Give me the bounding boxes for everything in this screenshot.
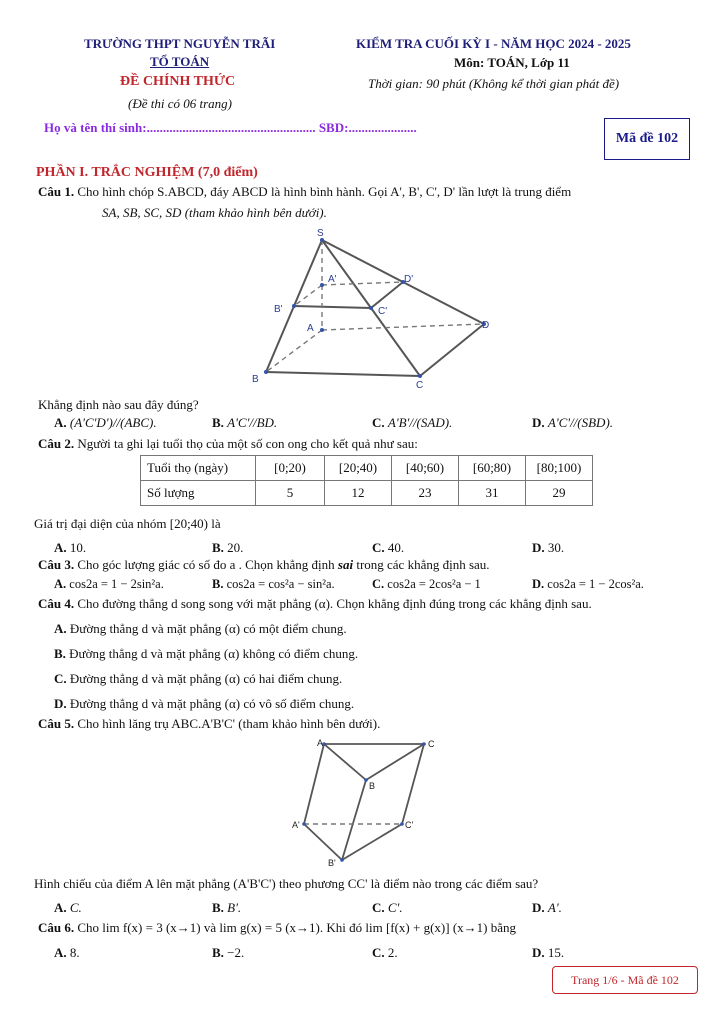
school-name: TRƯỜNG THPT NGUYỄN TRÃI <box>84 36 276 51</box>
q2-option-b[interactable] <box>212 540 243 556</box>
table-cell: [0;20) <box>256 456 325 481</box>
q1-option-d[interactable] <box>532 415 613 431</box>
option-label: B. <box>212 900 224 915</box>
option-label: A. <box>54 945 67 960</box>
question-text: Người ta ghi lại tuổi thọ của một số con ong cho kết quả như sau: <box>77 436 418 451</box>
q6-option-a[interactable] <box>54 945 80 961</box>
question-1 <box>38 184 571 200</box>
table-row <box>141 456 593 481</box>
question-emphasis: sai <box>337 557 354 572</box>
table-cell: [60;80) <box>459 456 526 481</box>
question-5-prompt: Hình chiếu của điểm A lên mặt phẳng (A'B'C') theo phương CC' là điểm nào trong các điểm sau? <box>34 876 539 891</box>
option-text: A'C'//(SBD). <box>547 415 614 430</box>
option-label: A. <box>54 621 67 636</box>
page-number: Trang 1/6 - Mã đề 102 <box>571 972 679 987</box>
question-1-prompt: Khẳng định nào sau đây đúng? <box>38 397 199 412</box>
option-label: D. <box>532 577 545 591</box>
label-b: B <box>369 781 376 791</box>
option-text: A'B'//(SAD). <box>387 415 453 430</box>
table-cell: [20;40) <box>325 456 392 481</box>
label-b1: B' <box>328 858 336 866</box>
option-text: cos2a = 2cos²a − 1 <box>387 577 481 591</box>
label-a: A <box>317 738 324 748</box>
option-label: A. <box>54 577 67 591</box>
option-label: D. <box>532 945 545 960</box>
table-cell: 12 <box>325 481 392 506</box>
exam-time: Thời gian: 90 phút (Không kể thời gian phát đề) <box>368 76 620 91</box>
option-label: B. <box>212 577 224 591</box>
option-text: 40. <box>387 540 405 555</box>
option-text: Đường thẳng d và mặt phẳng (α) không có điểm chung. <box>69 646 359 661</box>
option-label: B. <box>54 646 66 661</box>
option-text: A'. <box>547 900 562 915</box>
table-header-lifespan: Tuổi thọ (ngày) <box>141 456 256 481</box>
label-c: C <box>428 739 435 749</box>
official-label: ĐỀ CHÍNH THỨC <box>120 74 236 89</box>
exam-code: Mã đề 102 <box>615 131 679 146</box>
label-c: C <box>416 380 424 391</box>
q3-option-d[interactable] <box>532 577 644 592</box>
option-text: Đường thẳng d và mặt phẳng (α) có một điểm chung. <box>69 621 347 636</box>
table-cell: [80;100) <box>526 456 593 481</box>
option-text: 20. <box>227 540 244 555</box>
q1-option-a[interactable] <box>54 415 157 431</box>
exam-title: KIỂM TRA CUỐI KỲ I - NĂM HỌC 2024 - 2025 <box>356 36 631 51</box>
q1-option-b[interactable] <box>212 415 277 431</box>
table-header-count: Số lượng <box>141 481 256 506</box>
pyramid-figure <box>250 224 510 392</box>
option-text: 10. <box>69 540 87 555</box>
q5-option-b[interactable] <box>212 900 241 916</box>
option-label: C. <box>372 577 385 591</box>
option-label: A. <box>54 900 67 915</box>
option-label: B. <box>212 945 224 960</box>
label-d: D <box>482 320 490 331</box>
option-label: A. <box>54 415 67 430</box>
q6-option-b[interactable] <box>212 945 244 961</box>
option-text: A'C'//BD. <box>227 415 278 430</box>
page-footer <box>552 966 698 994</box>
q5-option-a[interactable] <box>54 900 82 916</box>
exam-code-box <box>604 118 690 160</box>
label-a1: A' <box>292 820 300 830</box>
option-text: (A'C'D')//(ABC). <box>69 415 157 430</box>
part-title: PHẦN I. TRẮC NGHIỆM (7,0 điểm) <box>36 165 258 180</box>
table-cell: [40;60) <box>392 456 459 481</box>
label-d1: D' <box>404 274 414 285</box>
q6-option-d[interactable] <box>532 945 564 961</box>
question-text: Cho hình chóp S.ABCD, đáy ABCD là hình bình hành. Gọi A', B', C', D' lần lượt là trung điểm <box>77 184 572 199</box>
table-row <box>141 481 593 506</box>
option-label: C. <box>372 540 385 555</box>
q5-option-c[interactable] <box>372 900 403 916</box>
option-label: A. <box>54 540 67 555</box>
q3-option-a[interactable] <box>54 577 164 592</box>
subject-line: Môn: TOÁN, Lớp 11 <box>454 55 570 70</box>
student-info-line: Họ và tên thí sinh:.................................................... SBD:..................... <box>44 120 417 135</box>
table-cell: 23 <box>392 481 459 506</box>
option-text: cos2a = 1 − 2sin²a. <box>69 577 164 591</box>
option-label: C. <box>372 900 385 915</box>
question-label: Câu 2. <box>38 436 75 451</box>
q2-option-d[interactable] <box>532 540 564 556</box>
option-text: Đường thẳng d và mặt phẳng (α) có vô số điểm chung. <box>69 696 355 711</box>
q2-option-a[interactable] <box>54 540 86 556</box>
department-name: TỔ TOÁN <box>150 54 210 69</box>
label-s: S <box>317 228 324 239</box>
question-text: Cho đường thẳng d song song với mặt phẳng (α). Chọn khẳng định đúng trong các khẳng định sau. <box>77 596 592 611</box>
option-text: cos2a = 1 − 2cos²a. <box>547 577 644 591</box>
table-cell: 29 <box>526 481 593 506</box>
q4-option-a[interactable] <box>54 621 347 637</box>
question-6 <box>38 920 516 936</box>
question-label: Câu 3. <box>38 557 75 572</box>
option-text: C. <box>69 900 82 915</box>
question-2-prompt: Giá trị đại diện của nhóm [20;40) là <box>34 516 221 531</box>
question-label: Câu 4. <box>38 596 75 611</box>
q5-option-d[interactable] <box>532 900 562 916</box>
q4-option-b[interactable] <box>54 646 358 662</box>
question-text: Cho góc lượng giác có số đo a . Chọn khẳng định <box>77 557 338 572</box>
q6-option-c[interactable] <box>372 945 398 961</box>
option-label: D. <box>532 900 545 915</box>
question-label: Câu 6. <box>38 920 75 935</box>
option-text: B'. <box>227 900 242 915</box>
option-text: 30. <box>547 540 565 555</box>
question-text: Cho hình lăng trụ ABC.A'B'C' (tham khảo hình bên dưới). <box>77 716 381 731</box>
option-label: C. <box>372 415 385 430</box>
question-3 <box>38 557 490 573</box>
option-text: 8. <box>69 945 80 960</box>
question-text-end: trong các khẳng định sau. <box>353 557 490 572</box>
option-label: D. <box>54 696 67 711</box>
label-c1: C' <box>378 306 388 317</box>
option-label: B. <box>212 540 224 555</box>
question-text: Cho lim f(x) = 3 (x→1) và lim g(x) = 5 (x→1). Khi đó lim [f(x) + g(x)] (x→1) bằng <box>77 920 517 935</box>
q3-option-b[interactable] <box>212 577 335 592</box>
option-text: 15. <box>547 945 565 960</box>
label-b1: B' <box>274 304 283 315</box>
option-label: C. <box>54 671 67 686</box>
option-text: cos2a = cos²a − sin²a. <box>226 577 335 591</box>
pages-note: (Đề thi có 06 trang) <box>128 96 232 111</box>
question-4 <box>38 596 592 612</box>
option-text: −2. <box>227 945 245 960</box>
q4-option-c[interactable] <box>54 671 342 687</box>
question-5 <box>38 716 380 732</box>
option-label: C. <box>372 945 385 960</box>
prism-figure <box>290 736 440 866</box>
option-label: B. <box>212 415 224 430</box>
label-c1: C' <box>405 820 414 830</box>
label-a: A <box>307 323 314 334</box>
label-b: B <box>252 374 259 385</box>
q1-option-c[interactable] <box>372 415 452 431</box>
option-text: 2. <box>387 945 398 960</box>
table-cell: 5 <box>256 481 325 506</box>
option-label: D. <box>532 415 545 430</box>
table-cell: 31 <box>459 481 526 506</box>
lifespan-table <box>140 455 593 506</box>
q2-option-c[interactable] <box>372 540 404 556</box>
q4-option-d[interactable] <box>54 696 354 712</box>
q3-option-c[interactable] <box>372 577 481 592</box>
option-text: Đường thẳng d và mặt phẳng (α) có hai điểm chung. <box>69 671 343 686</box>
option-text: C'. <box>387 900 403 915</box>
question-1-text-2: SA, SB, SC, SD (tham khảo hình bên dưới). <box>102 205 327 220</box>
option-label: D. <box>532 540 545 555</box>
question-label: Câu 1. <box>38 184 75 199</box>
label-a1: A' <box>328 274 337 285</box>
question-2 <box>38 436 418 452</box>
question-label: Câu 5. <box>38 716 75 731</box>
